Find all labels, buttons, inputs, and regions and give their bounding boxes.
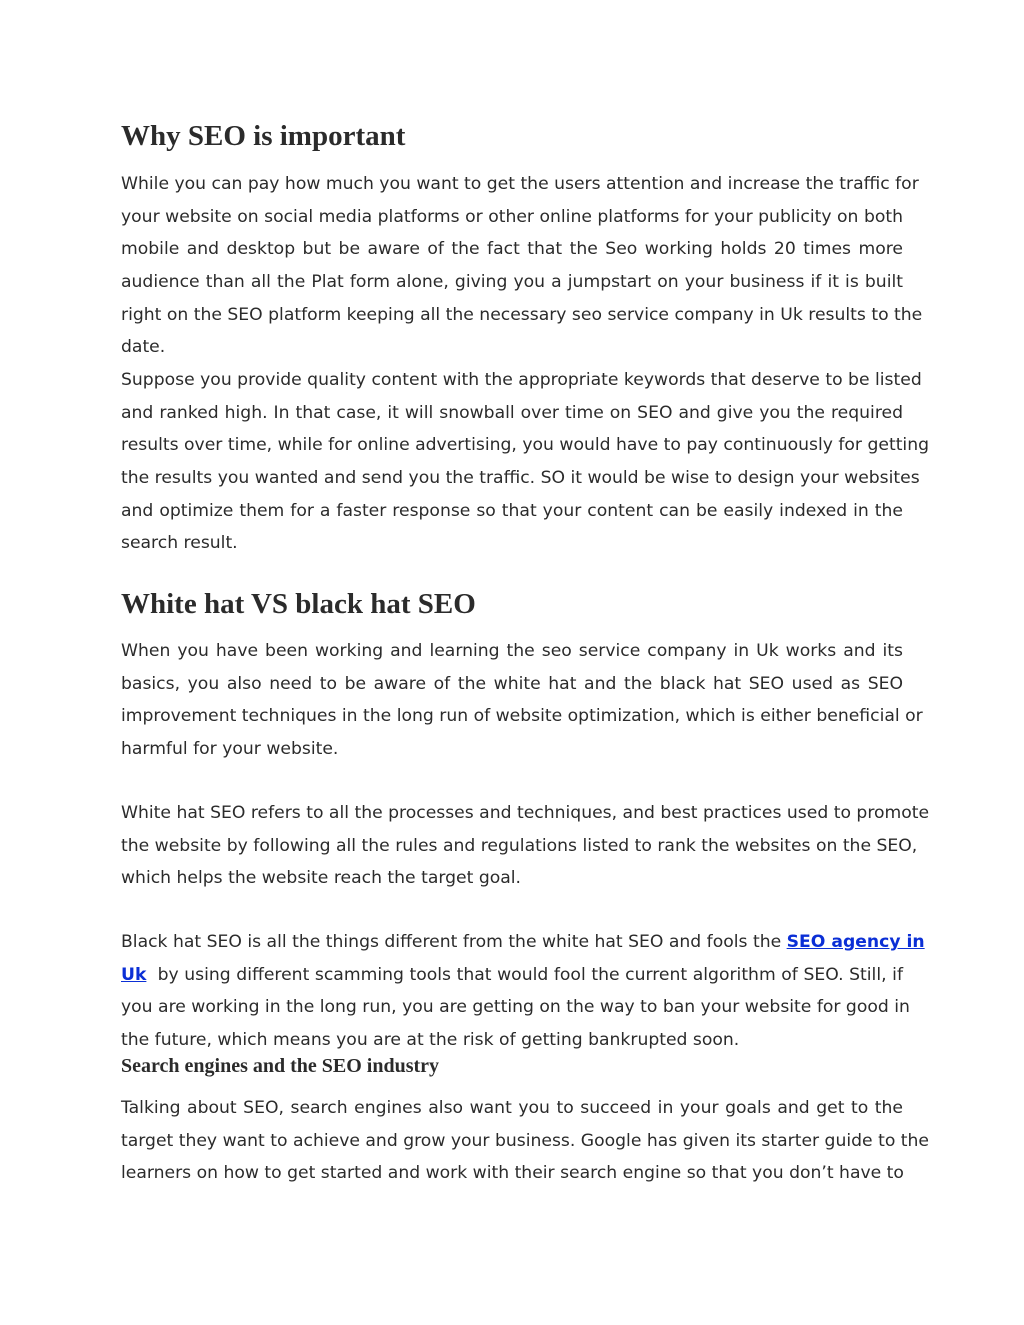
paragraph-search-engines: [121, 1092, 930, 1190]
text-line: audience than all the Plat form alone, giving you a jumpstart on your business if it is built: [121, 272, 903, 293]
text-line: search result.: [121, 533, 238, 554]
text-line: When you have been working and learning the seo service company in Uk works and its: [121, 641, 903, 661]
seo-agency-link[interactable]: SEO agency in: [786, 932, 925, 952]
paragraph-white-black-1: [121, 635, 923, 766]
text-line: While you can pay how much you want to get the users attention and increase the traffic for: [121, 174, 919, 194]
text-line: and ranked high. In that case, it will snowball over time on SEO and give you the required: [121, 402, 903, 423]
paragraph-white-hat: [121, 797, 930, 895]
text-line: [121, 926, 925, 959]
text-line: right on the SEO platform keeping all the necessary seo service company in Uk results to the: [121, 304, 923, 325]
text-line: [121, 959, 903, 992]
text-line: you are working in the long run, you are getting on the way to ban your website for good in: [121, 997, 910, 1018]
paragraph-why-seo-2: [121, 364, 930, 560]
text-line: mobile and desktop but be aware of the fact that the Seo working holds 20 times more: [121, 239, 903, 260]
text-line: harmful for your website.: [121, 739, 339, 760]
seo-agency-link-continued[interactable]: Uk: [121, 964, 147, 985]
section-heading-search-engines: Search engines and the SEO industry: [121, 1055, 440, 1077]
text-line: which helps the website reach the target goal.: [121, 868, 522, 889]
text-line: basics, you also need to be aware of the white hat and the black hat SEO used as SEO: [121, 673, 903, 694]
text-line: target they want to achieve and grow your business. Google has given its starter guide to the: [121, 1130, 930, 1151]
text-line: White hat SEO refers to all the processes and techniques, and best practices used to promote: [121, 803, 930, 823]
text-line: the results you wanted and send you the traffic. SO it would be wise to design your websites: [121, 468, 920, 489]
text-line: your website on social media platforms or other online platforms for your publicity on both: [121, 206, 903, 227]
text-line: improvement techniques in the long run of website optimization, which is either beneficial or: [121, 706, 923, 727]
paragraph-why-seo-1: [121, 168, 923, 364]
section-heading-white-vs-black-hat: White hat VS black hat SEO: [121, 588, 476, 620]
text-line: the website by following all the rules and regulations listed to rank the websites on the SEO,: [121, 835, 918, 856]
text-segment: Black hat SEO is all the things different from the white hat SEO and fools the: [121, 932, 787, 952]
text-line: date.: [121, 337, 166, 358]
text-line: results over time, while for online advertising, you would have to pay continuously for getting: [121, 435, 930, 456]
text-line: Talking about SEO, search engines also want you to succeed in your goals and get to the: [121, 1098, 903, 1118]
text-line: Suppose you provide quality content with the appropriate keywords that deserve to be listed: [121, 370, 922, 390]
text-line: the future, which means you are at the risk of getting bankrupted soon.: [121, 1030, 740, 1051]
text-line: and optimize them for a faster response so that your content can be easily indexed in the: [121, 500, 903, 521]
text-line: learners on how to get started and work with their search engine so that you don’t have to: [121, 1163, 904, 1184]
section-heading-why-seo: Why SEO is important: [121, 120, 406, 152]
text-segment: by using different scamming tools that would fool the current algorithm of SEO. Still, if: [146, 964, 903, 985]
paragraph-black-hat: [121, 926, 925, 1057]
